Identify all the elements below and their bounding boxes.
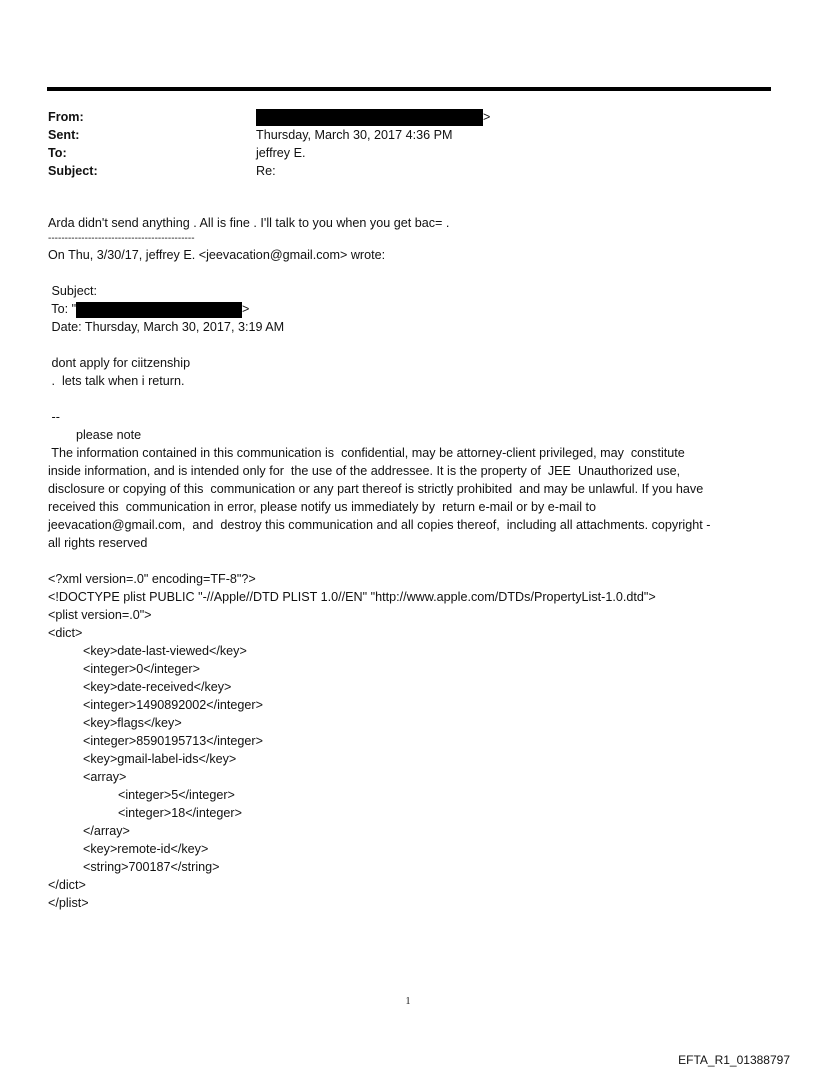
- please-note: please note: [48, 428, 142, 442]
- sent-value: Thursday, March 30, 2017 4:36 PM: [256, 128, 453, 142]
- plist-line: <key>gmail-label-ids</key>: [48, 752, 237, 766]
- plist-line: <integer>5</integer>: [48, 788, 235, 802]
- quoted-subject: Subject:: [48, 284, 98, 298]
- quote-intro: On Thu, 3/30/17, jeffrey E. <jeevacation@gmail.com> wrote:: [48, 248, 386, 262]
- message-body: [48, 214, 768, 912]
- plist-line: <integer>1490892002</integer>: [48, 698, 263, 712]
- document-id: EFTA_R1_01388797: [678, 1053, 790, 1067]
- disclaimer-line: received this communication in error, please notify us immediately by return e-mail or by e-mail to: [48, 500, 597, 514]
- disclaimer-line: inside information, and is intended only for the use of the addressee. It is the property of JEE Unauthorized use,: [48, 464, 681, 478]
- disclaimer-line: The information contained in this communication is confidential, may be attorney-client privileged, may constitute: [48, 446, 685, 460]
- quoted-body-line: . lets talk when i return.: [48, 374, 185, 388]
- signature-dash: --: [48, 410, 60, 424]
- plist-line: </array>: [48, 824, 130, 838]
- plist-line: <dict>: [48, 626, 83, 640]
- plist-line: <array>: [48, 770, 127, 784]
- plist-line: <?xml version=.0" encoding=TF-8"?>: [48, 572, 256, 586]
- quoted-to-prefix: To: ": [48, 302, 77, 316]
- email-header: [48, 108, 748, 180]
- disclaimer-line: all rights reserved: [48, 536, 148, 550]
- quoted-to-suffix: >: [242, 302, 250, 316]
- plist-line: <integer>0</integer>: [48, 662, 200, 676]
- plist-line: </dict>: [48, 878, 86, 892]
- disclaimer-line: disclosure or copying of this communication or any part thereof is strictly prohibited and may be unlawful. If you have: [48, 482, 704, 496]
- plist-line: <key>flags</key>: [48, 716, 182, 730]
- to-value: jeffrey E.: [256, 146, 306, 160]
- from-value: [256, 108, 490, 126]
- from-label: From:: [48, 110, 84, 124]
- plist-line: </plist>: [48, 896, 89, 910]
- reply-text: Arda didn't send anything . All is fine . I'll talk to you when you get bac= .: [48, 216, 450, 230]
- plist-line: <!DOCTYPE plist PUBLIC "-//Apple//DTD PLIST 1.0//EN" "http://www.apple.com/DTDs/PropertyList-1.0.dtd">: [48, 590, 656, 604]
- header-rule: [47, 87, 771, 91]
- plist-line: <plist version=.0">: [48, 608, 152, 622]
- plist-line: <key>date-received</key>: [48, 680, 232, 694]
- plist-line: <integer>8590195713</integer>: [48, 734, 263, 748]
- subject-row: [48, 162, 748, 180]
- from-value-suffix: >: [483, 110, 491, 124]
- plist-line: <integer>18</integer>: [48, 806, 242, 820]
- quoted-to: [48, 300, 768, 318]
- sent-label: Sent:: [48, 128, 80, 142]
- plist-line: <string>700187</string>: [48, 860, 220, 874]
- disclaimer-line: jeevacation@gmail.com, and destroy this communication and all copies thereof, including all attachments. copyright -: [48, 518, 711, 532]
- plist-line: <key>remote-id</key>: [48, 842, 209, 856]
- quote-separator: --------------------------------------------: [48, 233, 195, 244]
- from-row: [48, 108, 748, 126]
- plist-line: <key>date-last-viewed</key>: [48, 644, 247, 658]
- subject-label: Subject:: [48, 164, 98, 178]
- page-number: 1: [405, 996, 411, 1007]
- sent-row: [48, 126, 748, 144]
- subject-value: Re:: [256, 164, 276, 178]
- quoted-date: Date: Thursday, March 30, 2017, 3:19 AM: [48, 320, 285, 334]
- to-label: To:: [48, 146, 67, 160]
- redaction-block: [256, 109, 483, 126]
- to-row: [48, 144, 748, 162]
- redaction-block: [76, 302, 242, 318]
- quoted-body-line: dont apply for ciitzenship: [48, 356, 191, 370]
